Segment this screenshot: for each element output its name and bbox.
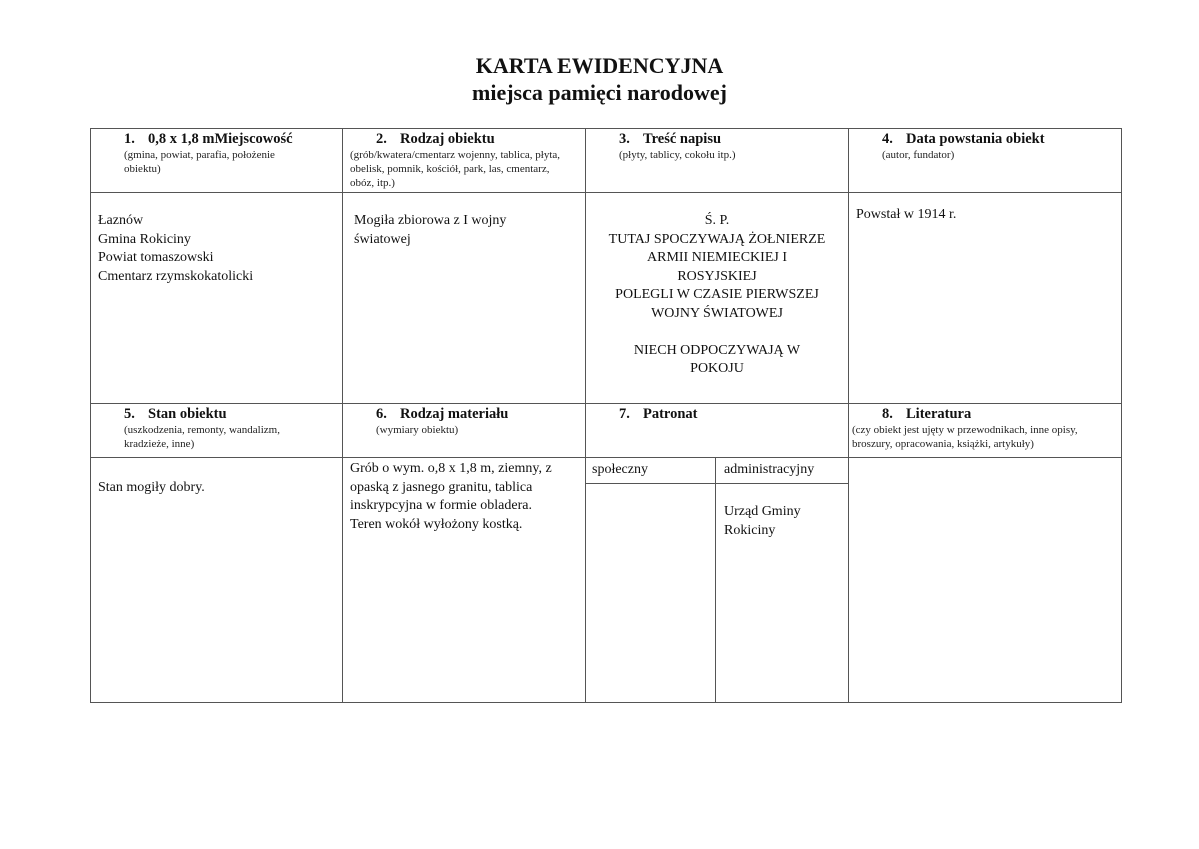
column-divider xyxy=(342,128,343,703)
table-border-left xyxy=(90,128,91,703)
header-hint: (płyty, tablicy, cokołu itp.) xyxy=(619,149,736,161)
value-line: inskrypcyjna w formie obladera. xyxy=(350,498,532,513)
header-number: 3. xyxy=(619,131,630,147)
patronat-inner-divider xyxy=(585,483,848,484)
header-label: Literatura xyxy=(906,406,972,422)
value-line: Łaznów xyxy=(98,213,144,228)
row-divider xyxy=(90,192,1122,193)
header-hint: (uszkodzenia, remonty, wandalizm, kradzieże, inne) xyxy=(124,424,280,450)
table-border-right xyxy=(1121,128,1122,703)
inscription-line: NIECH ODPOCZYWAJĄ W xyxy=(633,342,801,358)
patronat-spoleczny-label: społeczny xyxy=(592,462,648,477)
header-patronat xyxy=(593,406,843,423)
patronat-administracyjny-value xyxy=(724,503,844,540)
inscription-line: ROSYJSKIEJ xyxy=(677,268,757,284)
header-label: 0,8 x 1,8 mMiejscowość xyxy=(148,131,293,147)
inscription-line: POKOJU xyxy=(690,361,744,376)
value-line: Rokiciny xyxy=(724,522,776,538)
header-label: Patronat xyxy=(643,406,698,422)
header-number: 7. xyxy=(619,406,630,422)
header-number: 6. xyxy=(376,406,387,422)
header-label: Rodzaj materiału xyxy=(400,406,509,422)
header-label: Data powstania obiekt xyxy=(906,131,1045,147)
document-title: KARTA EWIDENCYJNA xyxy=(475,53,724,78)
row-divider xyxy=(90,457,1122,458)
header-rodzaj-obiektu xyxy=(350,131,580,190)
value-rodzaj-materialu xyxy=(350,460,585,534)
value-line: opaską z jasnego granitu, tablica xyxy=(350,479,533,495)
value-line: Grób o wym. o,8 x 1,8 m, ziemny, z xyxy=(350,461,552,476)
header-hint: (czy obiekt jest ujęty w przewodnikach, inne opisy, broszury, opracowania, książki, artykuły) xyxy=(852,424,1078,450)
patronat-administracyjny-label: administracyjny xyxy=(724,462,815,477)
header-label: Rodzaj obiektu xyxy=(400,131,495,147)
header-number: 5. xyxy=(124,406,135,422)
inscription-line: WOJNY ŚWIATOWEJ xyxy=(651,305,783,321)
value-rodzaj-obiektu: Mogiła zbiorowa z I wojny światowej xyxy=(354,213,507,247)
inscription-line: TUTAJ SPOCZYWAJĄ ŻOŁNIERZE xyxy=(608,231,826,247)
header-hint: (gmina, powiat, parafia, położenie obiektu) xyxy=(124,149,275,175)
header-rodzaj-materialu xyxy=(350,406,580,437)
value-line: Powiat tomaszowski xyxy=(98,250,214,265)
table-border-top xyxy=(90,128,1122,129)
header-label: Treść napisu xyxy=(643,131,722,147)
value-line: Teren wokół wyłożony kostką. xyxy=(350,516,523,532)
value-line: Gmina Rokiciny xyxy=(98,231,191,247)
value-line: Urząd Gminy xyxy=(724,504,801,519)
value-line: Cmentarz rzymskokatolicki xyxy=(98,268,254,284)
header-label: Stan obiektu xyxy=(148,406,227,422)
table-border-bottom xyxy=(90,702,1122,703)
header-tresc-napisu xyxy=(593,131,843,162)
header-literatura xyxy=(852,406,1120,451)
value-miejscowosc xyxy=(98,212,338,286)
header-number: 2. xyxy=(376,131,387,147)
header-number: 1. xyxy=(124,131,135,147)
value-data-powstania: Powstał w 1914 r. xyxy=(856,207,957,222)
header-hint: (wymiary obiektu) xyxy=(376,424,459,436)
row-divider xyxy=(90,403,1122,404)
header-miejscowosc xyxy=(98,131,338,176)
header-hint: (grób/kwatera/cmentarz wojenny, tablica, płyta, obelisk, pomnik, kościół, park, las, cmentarz, obóz, itp.) xyxy=(350,149,561,189)
patronat-sub-divider xyxy=(715,457,716,703)
inscription-line: Ś. P. xyxy=(704,213,730,228)
column-divider xyxy=(848,128,849,703)
inscription-line: POLEGLI W CZASIE PIERWSZEJ xyxy=(615,287,819,302)
value-stan-obiektu: Stan mogiły dobry. xyxy=(98,480,205,495)
header-data-powstania xyxy=(856,131,1116,162)
value-tresc-napisu xyxy=(586,212,848,379)
header-number: 8. xyxy=(882,406,893,422)
document-subtitle: miejsca pamięci narodowej xyxy=(472,80,727,105)
inscription-spacer xyxy=(586,323,848,342)
header-hint: (autor, fundator) xyxy=(882,149,955,161)
header-number: 4. xyxy=(882,131,893,147)
inscription-line: ARMII NIEMIECKIEJ I xyxy=(647,250,787,265)
header-stan-obiektu xyxy=(98,406,338,451)
